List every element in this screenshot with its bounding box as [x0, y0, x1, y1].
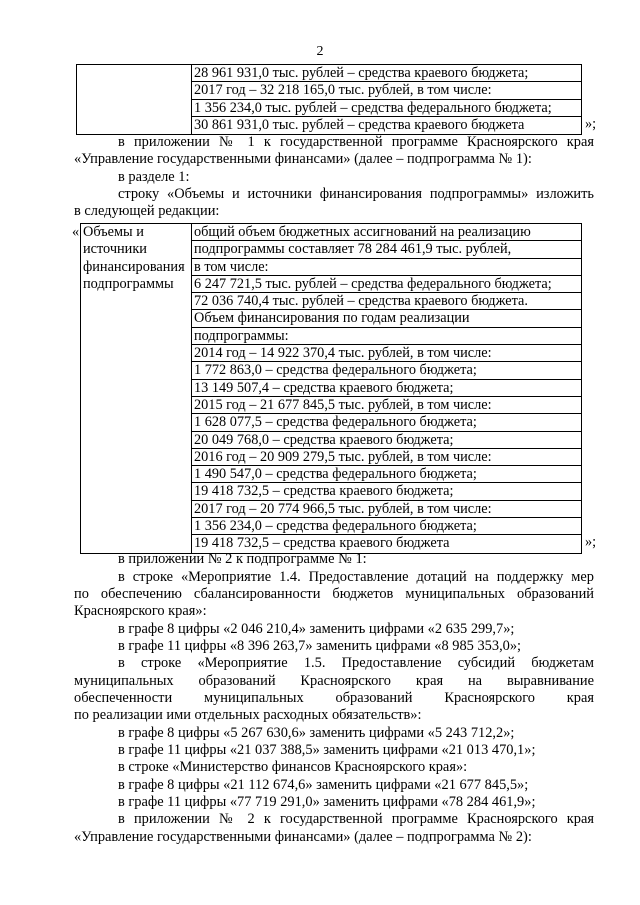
- top-table-row: 2017 год – 32 218 165,0 тыс. рублей, в том числе:: [192, 82, 581, 99]
- text-line: в графе 11 цифры «8 396 263,7» заменить цифрами «8 985 353,0»;: [118, 638, 522, 654]
- main-table-left-line: источники: [83, 241, 147, 258]
- main-table-right-line: 1 628 077,5 – средства федерального бюджета;: [192, 414, 581, 431]
- top-table-row: 1 356 234,0 тыс. рублей – средства федерального бюджета;: [192, 100, 581, 117]
- text-line: по обеспечению сбалансированности бюджетов муниципальных образований: [74, 586, 594, 602]
- main-table-right-line: подпрограммы:: [192, 328, 581, 345]
- main-table-right-line: 20 049 768,0 – средства краевого бюджета;: [192, 432, 581, 449]
- text-line: в графе 11 цифры «21 037 388,5» заменить цифрами «21 013 470,1»;: [118, 742, 536, 758]
- main-table-right-line: 19 418 732,5 – средства краевого бюджета;: [192, 483, 581, 500]
- top-table-end-mark: »;: [585, 116, 597, 132]
- text-line: в графе 8 цифры «21 112 674,6» заменить цифрами «21 677 845,5»;: [118, 777, 529, 793]
- main-table-right-line: подпрограммы составляет 78 284 461,9 тыс. рублей,: [192, 241, 581, 258]
- main-table-right-line: 2015 год – 21 677 845,5 тыс. рублей, в том числе:: [192, 397, 581, 414]
- main-table-right-line: 6 247 721,5 тыс. рублей – средства федерального бюджета;: [192, 276, 581, 293]
- text-line: в следующей редакции:: [74, 203, 220, 219]
- top-table-row: 30 861 931,0 тыс. рублей – средства краевого бюджета: [194, 116, 525, 133]
- top-table-left-cell: [77, 65, 192, 135]
- text-line: в графе 8 цифры «2 046 210,4» заменить цифрами «2 635 299,7»;: [118, 621, 515, 637]
- main-table-right-line: 72 036 740,4 тыс. рублей – средства краевого бюджета.: [192, 293, 581, 310]
- main-table-right-line: 1 490 547,0 – средства федерального бюджета;: [192, 466, 581, 483]
- main-table-right-line: 1 356 234,0 – средства федерального бюджета;: [192, 518, 581, 535]
- main-table-right-line: в том числе:: [192, 259, 581, 276]
- text-line: в графе 11 цифры «77 719 291,0» заменить цифрами «78 284 461,9»;: [118, 794, 536, 810]
- text-line: обеспеченности муниципальных образований Красноярского края: [74, 690, 594, 706]
- main-table-right-line: общий объем бюджетных ассигнований на реализацию: [192, 224, 581, 241]
- top-table: [76, 64, 582, 135]
- text-line: в приложении № 1 к государственной программе Красноярского края: [118, 134, 594, 150]
- main-table: [80, 223, 582, 554]
- text-line: в строке «Мероприятие 1.5. Предоставление субсидий бюджетам: [118, 655, 594, 671]
- main-table-right-line: 13 149 507,4 – средства краевого бюджета;: [192, 380, 581, 397]
- text-line: в разделе 1:: [118, 169, 190, 185]
- top-table-row: 28 961 931,0 тыс. рублей – средства краевого бюджета;: [192, 65, 581, 82]
- top-table-right-cell: [192, 65, 582, 135]
- main-table-right-line: 1 772 863,0 – средства федерального бюджета;: [192, 362, 581, 379]
- text-line: в приложении № 2 к подпрограмме № 1:: [118, 551, 367, 567]
- main-table-right-cell: [192, 224, 582, 554]
- main-table-end-mark: »;: [585, 534, 597, 550]
- main-table-left-line: Объемы и: [83, 224, 144, 240]
- text-line: строку «Объемы и источники финансирования подпрограммы» изложить: [118, 186, 594, 202]
- text-line: в графе 8 цифры «5 267 630,6» заменить цифрами «5 243 712,2»;: [118, 725, 515, 741]
- text-line: в строке «Мероприятие 1.4. Предоставление дотаций на поддержку мер: [118, 569, 594, 585]
- text-line: в строке «Министерство финансов Красноярского края»:: [118, 759, 468, 775]
- main-table-right-line: 2017 год – 20 774 966,5 тыс. рублей, в том числе:: [192, 501, 581, 518]
- text-line: в приложении № 2 к государственной программе Красноярского края: [118, 811, 594, 827]
- main-table-right-line: 2016 год – 20 909 279,5 тыс. рублей, в том числе:: [192, 449, 581, 466]
- main-table-left-cell: [81, 224, 192, 554]
- text-line: «Управление государственными финансами» (далее – подпрограмма № 1):: [74, 151, 532, 167]
- main-table-open-quote: «: [72, 224, 80, 240]
- main-table-left-line: подпрограммы: [83, 275, 174, 292]
- text-line: муниципальных образований Красноярского края на выравнивание: [74, 673, 594, 689]
- text-line: Красноярского края»:: [74, 603, 207, 619]
- main-table-left-line: финансирования: [83, 258, 185, 275]
- page-number: 2: [316, 44, 324, 59]
- text-line: по реализации ими отдельных расходных обязательств»:: [74, 707, 422, 723]
- text-line: «Управление государственными финансами» (далее – подпрограмма № 2):: [74, 829, 532, 845]
- main-table-right-line: 2014 год – 14 922 370,4 тыс. рублей, в том числе:: [192, 345, 581, 362]
- main-table-right-line: 19 418 732,5 – средства краевого бюджета: [194, 535, 450, 552]
- main-table-right-line: Объем финансирования по годам реализации: [192, 310, 581, 327]
